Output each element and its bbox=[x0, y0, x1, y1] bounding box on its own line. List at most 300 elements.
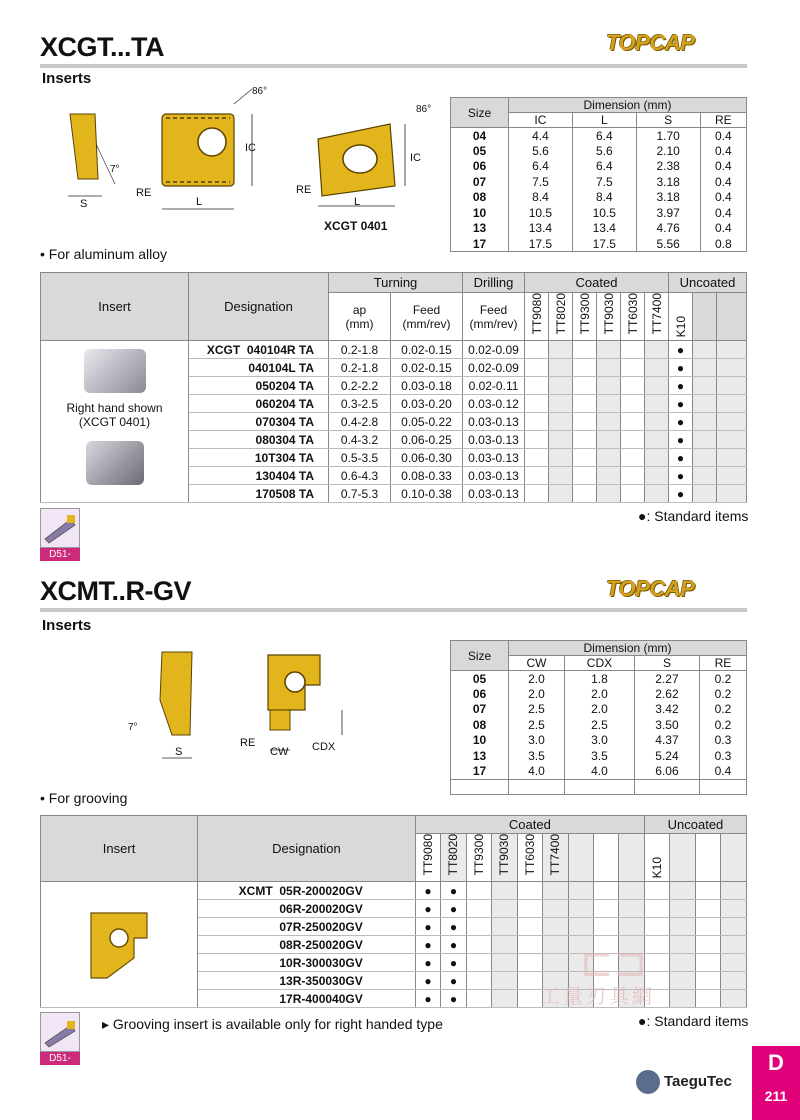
designation-code: 10R-300030GV bbox=[279, 955, 363, 970]
grade-cell: ● bbox=[441, 990, 466, 1008]
dimension-cell: 17.5 bbox=[509, 236, 573, 252]
grade-cell bbox=[525, 413, 549, 431]
blank-cell bbox=[693, 359, 717, 377]
re-label-3: RE bbox=[240, 737, 256, 749]
dimension-row bbox=[451, 174, 747, 190]
grade-cell bbox=[594, 882, 619, 900]
angle-label-b: 86° bbox=[416, 104, 432, 115]
table-row bbox=[41, 341, 747, 359]
section2-footnote: ▸ Grooving insert is available only for right handed type bbox=[102, 1016, 443, 1032]
grade-cell bbox=[670, 900, 695, 918]
grade-cell bbox=[568, 918, 593, 936]
grade-cell bbox=[525, 341, 549, 359]
grade-cell bbox=[543, 954, 568, 972]
dimension-cell: 2.38 bbox=[636, 159, 700, 175]
grade-cell bbox=[517, 972, 542, 990]
grade-cell bbox=[492, 900, 517, 918]
grade-header: TT9300 bbox=[573, 293, 597, 341]
blank-cell bbox=[717, 485, 747, 503]
grade-cell bbox=[644, 954, 669, 972]
dimension-row bbox=[451, 764, 747, 780]
grade-cell bbox=[573, 377, 597, 395]
dimension-header: Dimension (mm) bbox=[509, 98, 747, 113]
dimension-cell: 6.06 bbox=[635, 764, 700, 780]
dimension-cell: 0.4 bbox=[700, 190, 746, 206]
dimension-cell: 6.4 bbox=[509, 159, 573, 175]
grade-cell bbox=[695, 882, 720, 900]
feed-cell: 0.03-0.18 bbox=[391, 377, 463, 395]
grade-cell bbox=[597, 395, 621, 413]
size-cell: 17 bbox=[451, 764, 509, 780]
dim-col-header: CW bbox=[509, 656, 565, 671]
page-number: 211 bbox=[764, 1088, 788, 1104]
section1-title: XCGT...TA bbox=[40, 32, 165, 62]
grade-cell bbox=[645, 395, 669, 413]
grade-cell: ● bbox=[415, 900, 440, 918]
dimension-cell: 0.4 bbox=[700, 221, 746, 237]
feed-cell: 0.06-0.30 bbox=[391, 449, 463, 467]
drill-cell: 0.02-0.11 bbox=[463, 377, 525, 395]
grade-cell bbox=[619, 882, 644, 900]
grade-cell: ● bbox=[415, 972, 440, 990]
blank-cell bbox=[693, 431, 717, 449]
designation-prefix: XCGT bbox=[206, 342, 241, 357]
blank-grade-header bbox=[568, 834, 593, 882]
section1-ref-tag[interactable]: D51-D52 bbox=[40, 548, 80, 561]
dimension-cell: 5.6 bbox=[572, 143, 636, 159]
grade-cell bbox=[670, 936, 695, 954]
grade-cell bbox=[525, 377, 549, 395]
dimension-cell: 10.5 bbox=[509, 205, 573, 221]
designation-cell bbox=[189, 377, 329, 395]
designation-code: 05R-200020GV bbox=[279, 883, 363, 898]
grade-cell bbox=[645, 377, 669, 395]
blank-cell bbox=[693, 395, 717, 413]
dimension-cell: 5.56 bbox=[636, 236, 700, 252]
grade-cell bbox=[525, 431, 549, 449]
size-cell: 04 bbox=[451, 128, 509, 144]
ap-cell: 0.7-5.3 bbox=[329, 485, 391, 503]
dimension-cell: 1.70 bbox=[636, 128, 700, 144]
dim-col-header: CDX bbox=[564, 656, 634, 671]
grade-header: TT6030 bbox=[517, 834, 542, 882]
grade-cell bbox=[466, 918, 491, 936]
grade-cell bbox=[670, 954, 695, 972]
grade-cell bbox=[525, 449, 549, 467]
dimension-row bbox=[451, 702, 747, 718]
grade-cell bbox=[492, 936, 517, 954]
grade-cell bbox=[695, 954, 720, 972]
grade-cell bbox=[525, 395, 549, 413]
dimension-cell: 2.0 bbox=[564, 686, 634, 702]
blank-grade-header bbox=[695, 834, 720, 882]
k10-cell: ● bbox=[669, 359, 693, 377]
dimension-cell: 4.37 bbox=[635, 733, 700, 749]
grade-cell bbox=[721, 900, 747, 918]
dimension-row bbox=[451, 236, 747, 252]
grade-cell bbox=[543, 882, 568, 900]
dimension-row bbox=[451, 686, 747, 702]
blank-cell bbox=[693, 341, 717, 359]
chapter-badge bbox=[752, 1046, 800, 1120]
dimension-row bbox=[451, 748, 747, 764]
k10-cell: ● bbox=[669, 377, 693, 395]
dim-col-header: IC bbox=[509, 113, 573, 128]
section2-subtitle: Inserts bbox=[42, 617, 92, 634]
dimension-cell: 0.2 bbox=[699, 686, 746, 702]
size-cell: 05 bbox=[451, 671, 509, 687]
grade-cell bbox=[517, 900, 542, 918]
dimension-cell: 2.0 bbox=[564, 702, 634, 718]
grade-cell bbox=[621, 467, 645, 485]
section2-title: XCMT..R-GV bbox=[40, 576, 192, 606]
grade-cell bbox=[573, 485, 597, 503]
dimension-cell: 0.4 bbox=[700, 159, 746, 175]
coated-header: Coated bbox=[525, 273, 669, 293]
blank-cell bbox=[717, 413, 747, 431]
designation-code: 070304 TA bbox=[255, 414, 314, 429]
grade-cell bbox=[645, 341, 669, 359]
grade-cell bbox=[568, 900, 593, 918]
dimension-row bbox=[451, 221, 747, 237]
ap-cell: 0.5-3.5 bbox=[329, 449, 391, 467]
drill-cell: 0.03-0.13 bbox=[463, 449, 525, 467]
grade-cell bbox=[695, 990, 720, 1008]
insert-photo bbox=[86, 441, 144, 485]
dimension-row bbox=[451, 143, 747, 159]
grade-cell bbox=[645, 431, 669, 449]
grade-header: TT7400 bbox=[645, 293, 669, 341]
grade-cell bbox=[597, 449, 621, 467]
grade-cell bbox=[492, 954, 517, 972]
k10-cell: ● bbox=[669, 341, 693, 359]
drill-cell: 0.03-0.13 bbox=[463, 467, 525, 485]
blank-cell bbox=[451, 779, 509, 795]
grade-cell bbox=[621, 431, 645, 449]
grade-header: TT9080 bbox=[415, 834, 440, 882]
k10-cell: ● bbox=[669, 485, 693, 503]
designation-code: 170508 TA bbox=[255, 486, 314, 501]
grade-cell bbox=[597, 485, 621, 503]
section2-legend: ●: Standard items bbox=[638, 1013, 749, 1029]
grade-header: K10 bbox=[669, 293, 693, 341]
blank-cell bbox=[693, 467, 717, 485]
dimension-row bbox=[451, 190, 747, 206]
grade-cell bbox=[695, 900, 720, 918]
grade-cell bbox=[695, 918, 720, 936]
angle-label-a: 86° bbox=[252, 86, 268, 97]
designation-cell bbox=[189, 485, 329, 503]
dimension-cell: 0.4 bbox=[699, 764, 746, 780]
grade-cell bbox=[695, 972, 720, 990]
section2-dimension-table bbox=[450, 640, 747, 795]
watermark-logo: ⊏⊐ bbox=[580, 940, 648, 986]
turning-header: Turning bbox=[329, 273, 463, 293]
dimension-cell: 3.5 bbox=[564, 748, 634, 764]
designation-code: 07R-250020GV bbox=[279, 919, 363, 934]
dimension-cell: 7.5 bbox=[572, 174, 636, 190]
grade-cell bbox=[645, 413, 669, 431]
dimension-cell: 3.42 bbox=[635, 702, 700, 718]
ic-label: IC bbox=[245, 142, 256, 154]
relief-angle-label: 7° bbox=[110, 164, 120, 175]
grade-cell bbox=[525, 467, 549, 485]
grade-cell bbox=[549, 413, 573, 431]
designation-code: 08R-250020GV bbox=[279, 937, 363, 952]
designation-cell bbox=[198, 972, 416, 990]
grade-cell bbox=[573, 467, 597, 485]
dimension-cell: 6.4 bbox=[572, 159, 636, 175]
dim-col-header: S bbox=[635, 656, 700, 671]
dimension-row bbox=[451, 733, 747, 749]
size-cell: 13 bbox=[451, 221, 509, 237]
drill-cell: 0.03-0.13 bbox=[463, 413, 525, 431]
grade-cell bbox=[721, 972, 747, 990]
blank-cell bbox=[699, 779, 746, 795]
grade-header: TT8020 bbox=[441, 834, 466, 882]
l-label-2: L bbox=[354, 196, 361, 208]
grade-cell bbox=[621, 377, 645, 395]
blank-cell bbox=[693, 377, 717, 395]
grade-cell bbox=[549, 395, 573, 413]
section1-ref-icon[interactable] bbox=[40, 508, 80, 548]
dimension-row bbox=[451, 671, 747, 687]
grade-cell bbox=[594, 900, 619, 918]
designation-code: 080304 TA bbox=[255, 432, 314, 447]
designation-code: 06R-200020GV bbox=[279, 901, 363, 916]
feed-cell: 0.02-0.15 bbox=[391, 341, 463, 359]
grade-cell bbox=[645, 359, 669, 377]
size-cell: 06 bbox=[451, 159, 509, 175]
grade-cell: ● bbox=[441, 936, 466, 954]
section1-legend: ●: Standard items bbox=[638, 508, 749, 524]
grade-cell bbox=[573, 395, 597, 413]
grade-cell bbox=[492, 972, 517, 990]
designation-code: 130404 TA bbox=[255, 468, 314, 483]
section1-note: • For aluminum alloy bbox=[40, 246, 168, 262]
grade-cell: ● bbox=[415, 882, 440, 900]
dim-col-header: S bbox=[636, 113, 700, 128]
size-cell: 07 bbox=[451, 702, 509, 718]
grade-cell bbox=[695, 936, 720, 954]
blank-cell bbox=[693, 485, 717, 503]
relief-angle-label-2: 7° bbox=[128, 722, 138, 733]
grade-cell bbox=[573, 413, 597, 431]
brand-name: TaeguTec bbox=[664, 1073, 732, 1090]
grade-cell bbox=[645, 467, 669, 485]
blank-cell bbox=[717, 449, 747, 467]
coated-header: Coated bbox=[415, 816, 644, 834]
grade-cell bbox=[670, 918, 695, 936]
k10-cell: ● bbox=[669, 449, 693, 467]
section1-dimension-table bbox=[450, 97, 747, 252]
section2-rule bbox=[40, 608, 747, 612]
designation-header: Designation bbox=[189, 273, 329, 341]
designation-cell bbox=[198, 918, 416, 936]
feed-cell: 0.06-0.25 bbox=[391, 431, 463, 449]
grade-cell bbox=[619, 918, 644, 936]
dimension-row bbox=[451, 128, 747, 144]
grade-cell bbox=[466, 972, 491, 990]
dimension-cell: 13.4 bbox=[572, 221, 636, 237]
dimension-cell: 2.0 bbox=[509, 671, 565, 687]
grade-cell: ● bbox=[441, 972, 466, 990]
re-label-2: RE bbox=[296, 184, 312, 196]
grade-cell bbox=[670, 990, 695, 1008]
uncoated-header: Uncoated bbox=[669, 273, 747, 293]
k10-cell: ● bbox=[669, 395, 693, 413]
grade-cell bbox=[466, 936, 491, 954]
feed-cell: 0.08-0.33 bbox=[391, 467, 463, 485]
blank-cell bbox=[509, 779, 565, 795]
designation-code: 060204 TA bbox=[255, 396, 314, 411]
blank-cell bbox=[717, 341, 747, 359]
drill-cell: 0.02-0.09 bbox=[463, 359, 525, 377]
grade-cell bbox=[721, 918, 747, 936]
grade-cell bbox=[721, 954, 747, 972]
ap-cell: 0.4-3.2 bbox=[329, 431, 391, 449]
grade-cell bbox=[543, 918, 568, 936]
k10-cell: ● bbox=[669, 467, 693, 485]
blank-grade-header bbox=[670, 834, 695, 882]
grade-cell bbox=[621, 395, 645, 413]
blank-grade-header bbox=[693, 293, 717, 341]
grade-cell: ● bbox=[415, 918, 440, 936]
ap-cell: 0.2-1.8 bbox=[329, 359, 391, 377]
dimension-cell: 4.76 bbox=[636, 221, 700, 237]
size-cell: 13 bbox=[451, 748, 509, 764]
grooving-insert-photo bbox=[79, 903, 159, 983]
section2-note: • For grooving bbox=[40, 790, 128, 806]
grade-cell bbox=[549, 485, 573, 503]
dim-col-header: RE bbox=[700, 113, 746, 128]
grade-cell bbox=[573, 341, 597, 359]
grade-cell bbox=[670, 972, 695, 990]
dimension-cell: 2.5 bbox=[564, 717, 634, 733]
grade-cell bbox=[645, 449, 669, 467]
grade-cell bbox=[492, 918, 517, 936]
designation-cell bbox=[198, 990, 416, 1008]
blank-cell bbox=[717, 377, 747, 395]
blank-cell bbox=[717, 431, 747, 449]
designation-code: 050204 TA bbox=[255, 378, 314, 393]
feed-cell: 0.03-0.20 bbox=[391, 395, 463, 413]
grade-cell bbox=[573, 359, 597, 377]
dimension-cell: 3.50 bbox=[635, 717, 700, 733]
dimension-cell: 5.24 bbox=[635, 748, 700, 764]
designation-cell bbox=[198, 954, 416, 972]
blank-cell bbox=[693, 449, 717, 467]
dimension-cell: 6.4 bbox=[572, 128, 636, 144]
section2-ref-tag[interactable]: D51-D52 bbox=[40, 1052, 80, 1065]
designation-cell bbox=[189, 449, 329, 467]
grade-cell bbox=[597, 431, 621, 449]
blank-cell bbox=[635, 779, 700, 795]
grade-cell bbox=[549, 467, 573, 485]
grade-cell: ● bbox=[441, 900, 466, 918]
grade-cell bbox=[466, 900, 491, 918]
blank-grade-header bbox=[619, 834, 644, 882]
insert-caption: Right hand shown bbox=[66, 401, 163, 415]
cdx-label: CDX bbox=[312, 741, 336, 753]
blank-cell bbox=[564, 779, 634, 795]
dimension-cell: 2.5 bbox=[509, 702, 565, 718]
grade-cell bbox=[525, 359, 549, 377]
grade-cell bbox=[466, 990, 491, 1008]
feed-header: Feed (mm/rev) bbox=[391, 293, 463, 341]
section1-logo: TOPCAP bbox=[606, 30, 695, 55]
grade-header: TT7400 bbox=[543, 834, 568, 882]
grade-cell bbox=[621, 413, 645, 431]
dimension-cell: 1.8 bbox=[564, 671, 634, 687]
dimension-cell: 2.5 bbox=[509, 717, 565, 733]
grade-cell bbox=[543, 936, 568, 954]
section2-ref-icon[interactable] bbox=[40, 1012, 80, 1052]
l-label: L bbox=[196, 196, 203, 208]
size-cell: 06 bbox=[451, 686, 509, 702]
dimension-cell: 3.97 bbox=[636, 205, 700, 221]
grade-cell bbox=[644, 936, 669, 954]
grade-cell: ● bbox=[441, 954, 466, 972]
dim-col-header: L bbox=[572, 113, 636, 128]
size-header: Size bbox=[451, 641, 509, 671]
cw-label: CW bbox=[270, 746, 289, 758]
insert-header: Insert bbox=[41, 816, 198, 882]
grade-header: TT9300 bbox=[466, 834, 491, 882]
designation-cell bbox=[189, 413, 329, 431]
grade-cell bbox=[721, 990, 747, 1008]
grade-cell bbox=[621, 485, 645, 503]
dimension-cell: 0.4 bbox=[700, 174, 746, 190]
s-label-2: S bbox=[175, 746, 183, 758]
grade-cell: ● bbox=[415, 990, 440, 1008]
dimension-cell: 10.5 bbox=[572, 205, 636, 221]
uncoated-header: Uncoated bbox=[644, 816, 746, 834]
designation-code: 040104L TA bbox=[248, 360, 314, 375]
designation-cell bbox=[189, 467, 329, 485]
grade-cell bbox=[492, 990, 517, 1008]
grade-cell bbox=[568, 882, 593, 900]
designation-cell bbox=[198, 882, 416, 900]
insert-image-cell bbox=[41, 341, 189, 503]
insert-caption: (XCGT 0401) bbox=[78, 415, 151, 429]
grade-cell bbox=[597, 341, 621, 359]
grade-cell bbox=[466, 954, 491, 972]
section1-rule bbox=[40, 64, 747, 68]
grade-cell bbox=[619, 900, 644, 918]
grade-cell bbox=[644, 918, 669, 936]
grade-cell bbox=[549, 431, 573, 449]
grade-cell bbox=[549, 449, 573, 467]
insert-header: Insert bbox=[41, 273, 189, 341]
size-cell: 10 bbox=[451, 205, 509, 221]
drill-feed-header: Feed (mm/rev) bbox=[463, 293, 525, 341]
grade-cell bbox=[594, 918, 619, 936]
grade-cell bbox=[621, 341, 645, 359]
grade-header: TT9080 bbox=[525, 293, 549, 341]
size-cell: 17 bbox=[451, 236, 509, 252]
dimension-cell: 0.3 bbox=[699, 748, 746, 764]
grade-header: TT9030 bbox=[492, 834, 517, 882]
grade-cell bbox=[621, 449, 645, 467]
dimension-cell: 8.4 bbox=[509, 190, 573, 206]
designation-code: 13R-350030GV bbox=[279, 973, 363, 988]
drill-cell: 0.03-0.13 bbox=[463, 431, 525, 449]
grade-cell bbox=[721, 882, 747, 900]
grade-cell bbox=[597, 413, 621, 431]
dimension-cell: 5.6 bbox=[509, 143, 573, 159]
dimension-cell: 0.3 bbox=[699, 733, 746, 749]
